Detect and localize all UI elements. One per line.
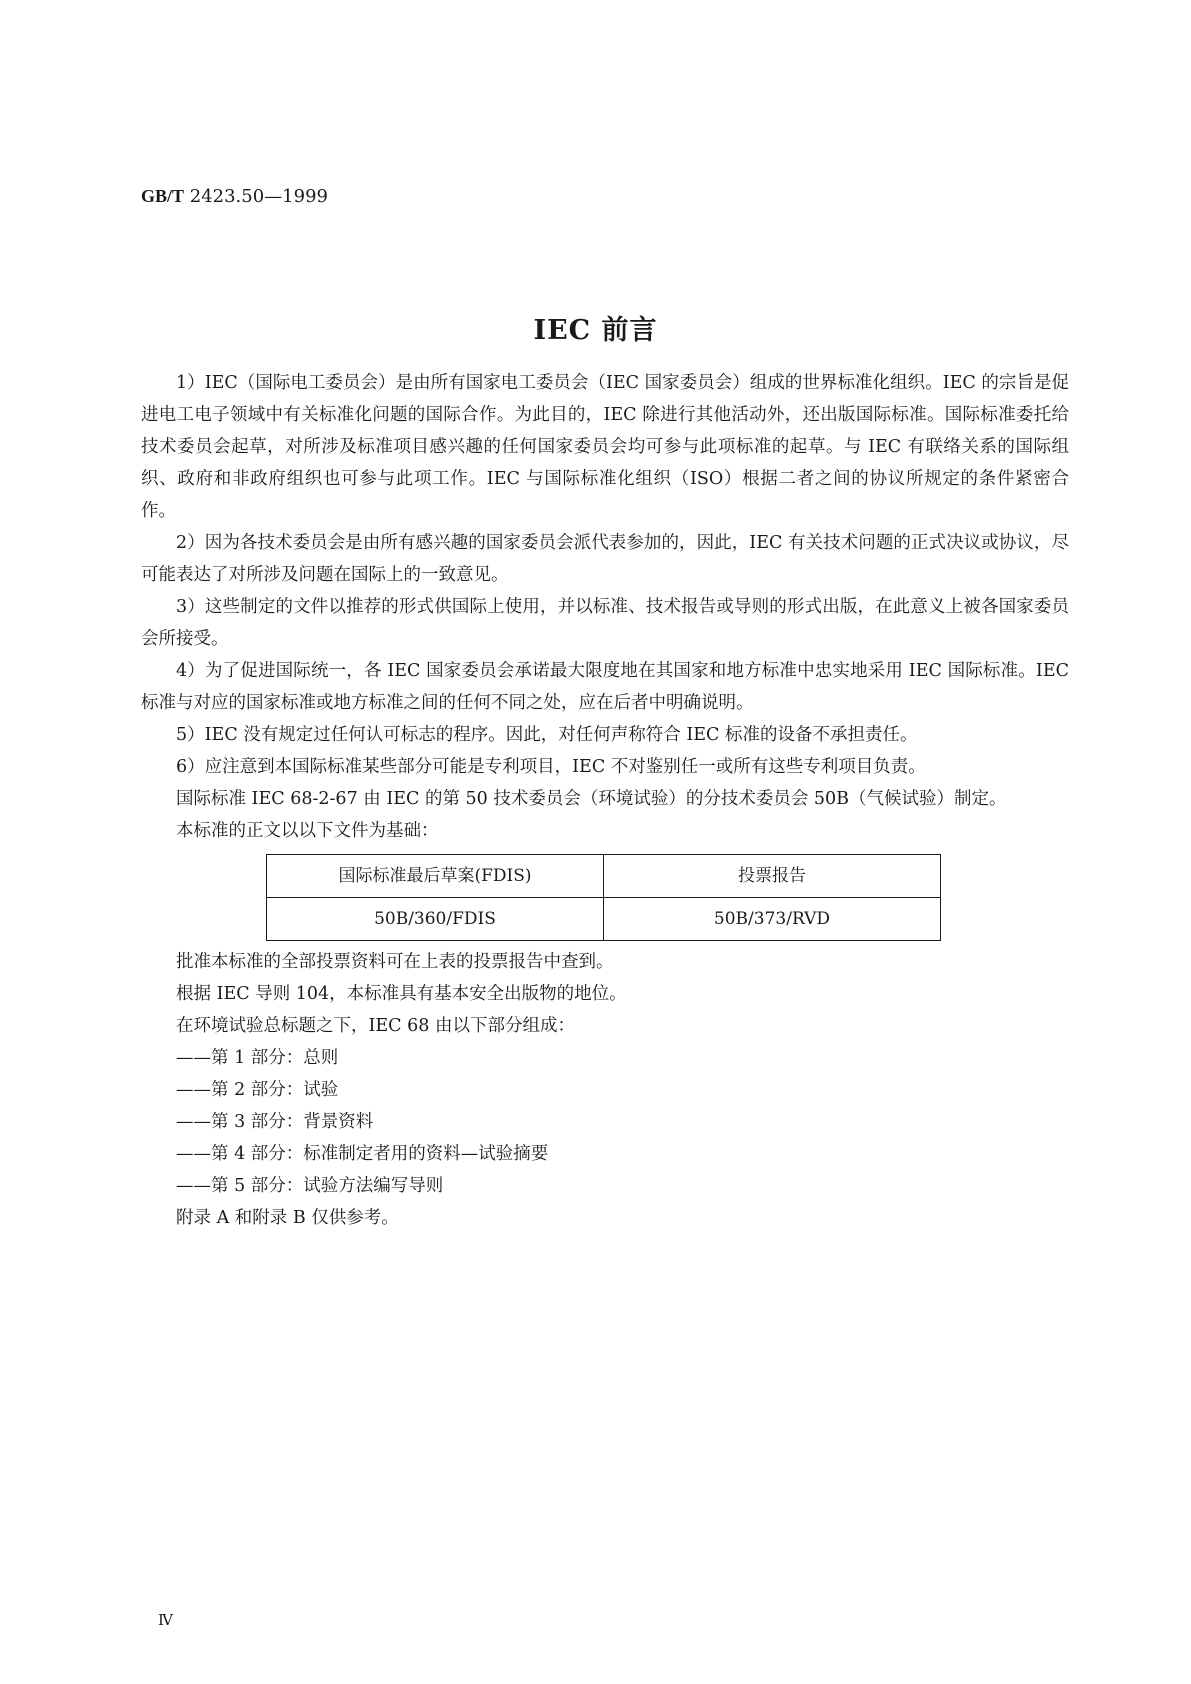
paragraph-9: 批准本标准的全部投票资料可在上表的投票报告中查到。 — [176, 952, 614, 972]
paragraph-3: 3）这些制定的文件以推荐的形式供国际上使用，并以标准、技术报告或导则的形式出版，在此意义上被各国家委员会所接受。 — [141, 597, 1069, 649]
table-header-cell: 投票报告 — [604, 855, 941, 898]
table-row — [267, 898, 941, 941]
table-header-row — [267, 855, 941, 898]
paragraph-2: 2）因为各技术委员会是由所有感兴趣的国家委员会派代表参加的，因此，IEC 有关技术问题的正式决议或协议，尽可能表达了对所涉及问题在国际上的一致意见。 — [141, 533, 1069, 585]
voting-documents-table — [266, 854, 941, 941]
paragraph-5: 5）IEC 没有规定过任何认可标志的程序。因此，对任何声称符合 IEC 标准的设备不承担责任。 — [176, 725, 918, 745]
paragraph-11: 在环境试验总标题之下，IEC 68 由以下部分组成： — [176, 1016, 575, 1036]
annex-note: 附录 A 和附录 B 仅供参考。 — [176, 1208, 399, 1228]
list-item: ——第 5 部分：试验方法编写导则 — [176, 1176, 444, 1196]
paragraph-10: 根据 IEC 导则 104，本标准具有基本安全出版物的地位。 — [176, 984, 627, 1004]
paragraph-7: 国际标准 IEC 68-2-67 由 IEC 的第 50 技术委员会（环境试验）的分技术委员会 50B（气候试验）制定。 — [176, 789, 1007, 809]
paragraph-4: 4）为了促进国际统一，各 IEC 国家委员会承诺最大限度地在其国家和地方标准中忠实地采用 IEC 国际标准。IEC 标准与对应的国家标准或地方标准之间的任何不同之处，应在后者中明确说明。 — [141, 661, 1069, 713]
table-cell: 50B/360/FDIS — [267, 898, 604, 941]
list-item: ——第 1 部分：总则 — [176, 1048, 339, 1068]
list-item: ——第 4 部分：标准制定者用的资料—试验摘要 — [176, 1144, 549, 1164]
standard-code-number: 2423.50—1999 — [189, 186, 328, 207]
table-header-cell: 国际标准最后草案(FDIS) — [267, 855, 604, 898]
paragraph-6: 6）应注意到本国际标准某些部分可能是专利项目，IEC 不对鉴别任一或所有这些专利项目负责。 — [176, 757, 926, 777]
list-item: ——第 2 部分：试验 — [176, 1080, 339, 1100]
paragraph-1: 1）IEC（国际电工委员会）是由所有国家电工委员会（IEC 国家委员会）组成的世界标准化组织。IEC 的宗旨是促进电工电子领域中有关标准化问题的国际合作。为此目的，IEC 除进行其他活动外，还出版国际标准。国际标准委托给技术委员会起草，对所涉及标准项目感兴趣的任何国家委员会均可参与此项标准的起草。与 IEC 有联络关系的国际组织、政府和非政府组织也可参与此项工作。IEC 与国际标准化组织（ISO）根据二者之间的协议所规定的条件紧密合作。 — [141, 373, 1069, 521]
table-cell: 50B/373/RVD — [604, 898, 941, 941]
paragraph-8: 本标准的正文以以下文件为基础： — [176, 821, 439, 841]
page-title: IEC 前言 — [533, 315, 658, 346]
list-item: ——第 3 部分：背景资料 — [176, 1112, 374, 1132]
standard-code-prefix: GB/T — [141, 186, 185, 206]
page-number: Ⅳ — [158, 1611, 173, 1629]
foreword-body — [141, 367, 1069, 1234]
standard-code-header — [141, 186, 328, 207]
